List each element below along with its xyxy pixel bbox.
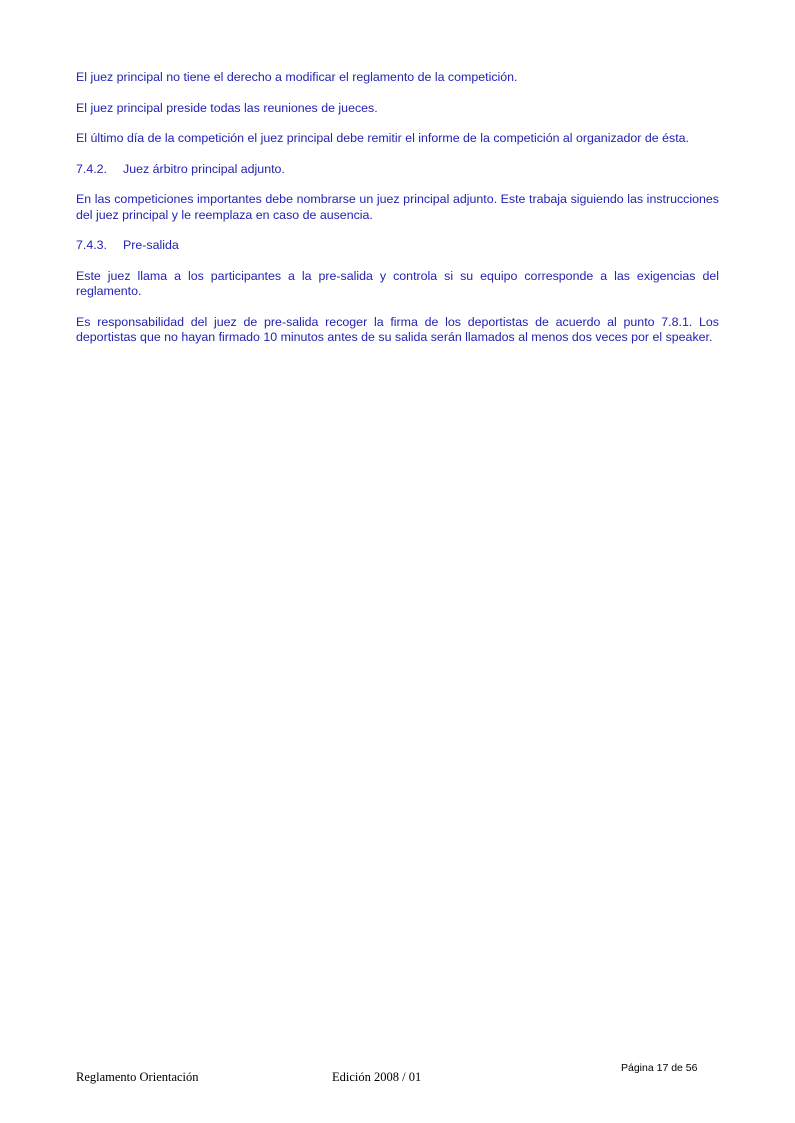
page-number: Página 17 de 56 [621,1062,698,1074]
footer-document-title: Reglamento Orientación [76,1070,199,1084]
paragraph: Este juez llama a los participantes a la pre-salida y controla si su equipo corresponde a las exigencias del reglamento. [76,268,719,298]
section-number: 7.4.3. [76,238,108,252]
paragraph: En las competiciones importantes debe nombrarse un juez principal adjunto. Este trabaja siguiendo las instrucciones del juez principal y le reemplaza en caso de ausencia. [76,192,719,222]
section-heading-7-4-3 [76,238,719,254]
section-number: 7.4.2. [76,161,108,176]
paragraph: El juez principal preside todas las reuniones de jueces. [76,100,378,115]
section-title: Juez árbitro principal adjunto. [123,161,285,176]
section-title: Pre-salida [123,238,179,252]
paragraph: Es responsabilidad del juez de pre-salida recoger la firma de los deportistas de acuerdo al punto 7.8.1. Los deportistas que no hayan firmado 10 minutos antes de su salida serán llamados al menos dos veces por el speaker. [76,314,719,344]
paragraph: El juez principal no tiene el derecho a modificar el reglamento de la competición. [76,70,518,84]
page-content [76,70,719,361]
section-heading-7-4-2 [76,162,719,178]
paragraph: El último día de la competición el juez principal debe remitir el informe de la competición al organizador de ésta. [76,131,689,145]
footer-edition: Edición 2008 / 01 [332,1070,422,1084]
